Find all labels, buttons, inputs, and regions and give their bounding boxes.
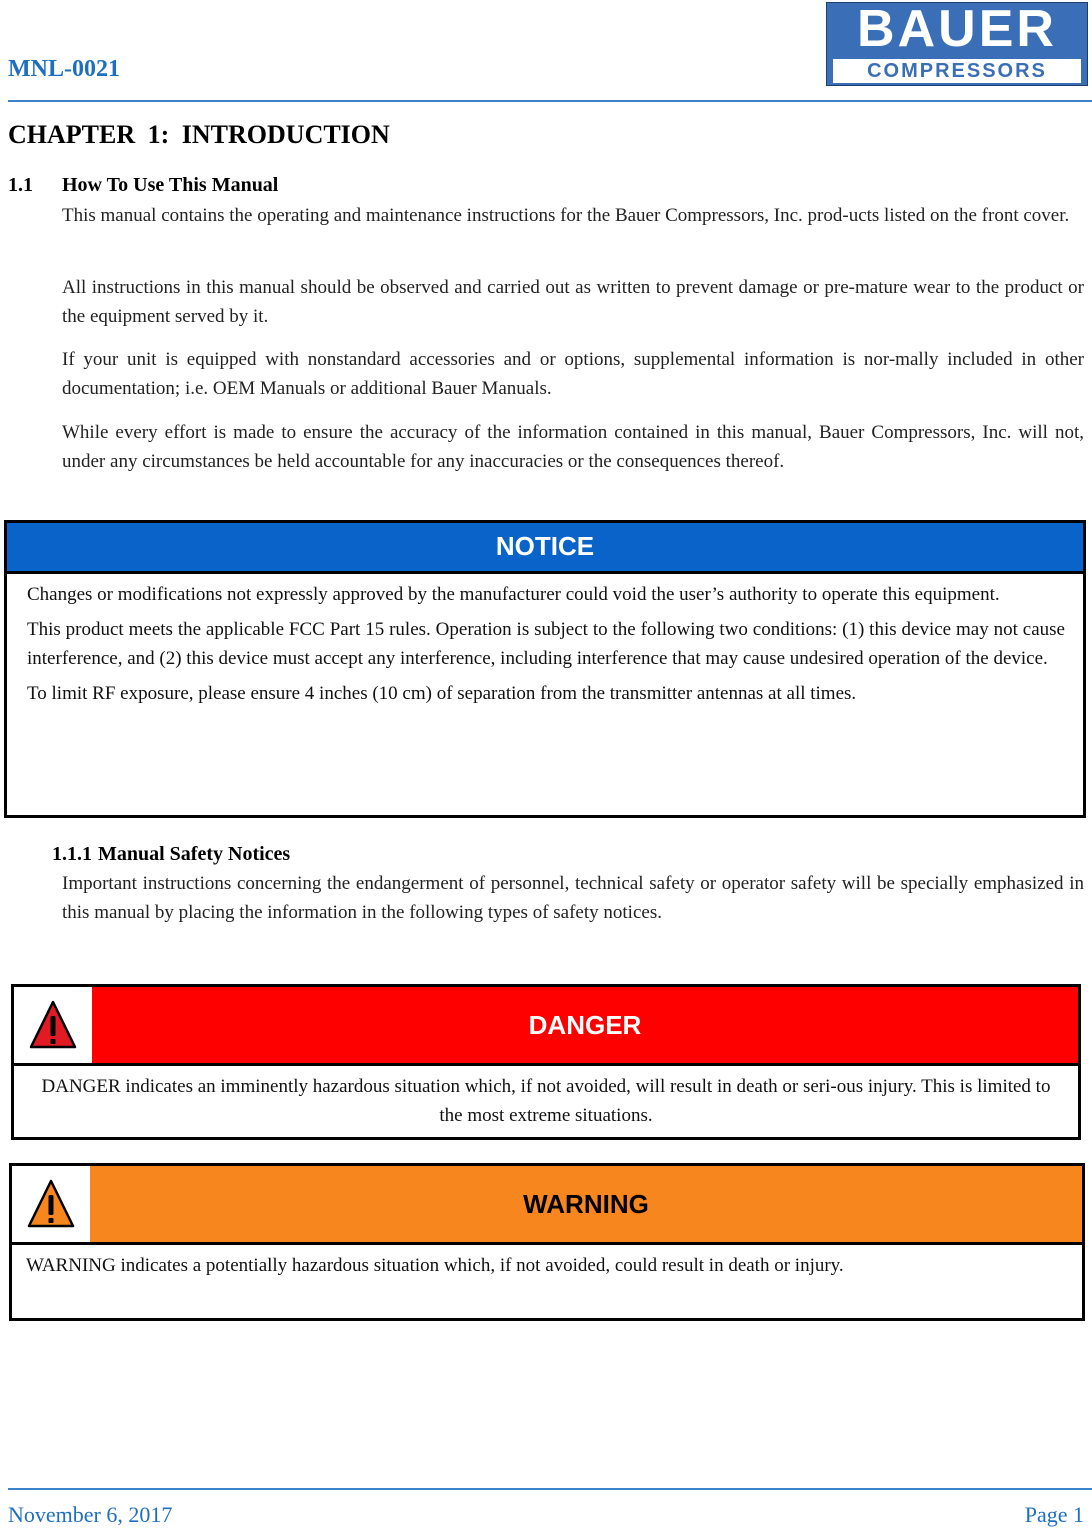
safety-notices-paragraph: Important instructions concerning the endangerment of personnel, technical safety or operator safety will be specially emphasized in this manual by placing the information in the following types of safety notices. bbox=[62, 873, 1084, 923]
intro-paragraph-3: If your unit is equipped with nonstandard accessories and or options, supplemental information is nor-mally included in other documentation; i.e. OEM Manuals or additional Bauer Manuals. bbox=[62, 349, 1084, 399]
bauer-compressors-logo bbox=[826, 2, 1088, 86]
section-number: 1.1 bbox=[8, 174, 33, 196]
intro-paragraph-2: All instructions in this manual should be observed and carried out as written to prevent damage or pre-mature wear to the product or the equipment served by it. bbox=[62, 277, 1084, 327]
notice-paragraph-3: To limit RF exposure, please ensure 4 inches (10 cm) of separation from the transmitter antennas at all times. bbox=[27, 683, 857, 704]
notice-paragraph-2: This product meets the applicable FCC Part 15 rules. Operation is subject to the following two conditions: (1) this device may not cause interference, and (2) this device must accept any interference, including interference that may cause undesired operation of the device. bbox=[27, 619, 1065, 669]
warning-triangle-icon bbox=[14, 987, 92, 1063]
header-divider bbox=[8, 100, 1092, 102]
logo-bottom-text: COMPRESSORS bbox=[833, 59, 1081, 83]
intro-paragraph-4: While every effort is made to ensure the accuracy of the information contained in this manual, Bauer Compressors, Inc. will not, under any circumstances be held accountable for any inaccuracies or the consequences thereof. bbox=[62, 422, 1084, 472]
danger-title: DANGER bbox=[92, 987, 1078, 1063]
danger-box bbox=[11, 984, 1081, 1140]
intro-paragraph-1: This manual contains the operating and maintenance instructions for the Bauer Compressors, Inc. prod-ucts listed on the front cover. bbox=[62, 205, 1070, 226]
document-id: MNL-0021 bbox=[8, 56, 120, 82]
warning-triangle-icon bbox=[12, 1166, 90, 1242]
logo-top-text: BAUER bbox=[857, 0, 1057, 58]
subsection-number: 1.1.1 bbox=[52, 843, 92, 865]
page-number: Page 1 bbox=[1024, 1502, 1084, 1527]
warning-title: WARNING bbox=[90, 1166, 1082, 1242]
subsection-title: Manual Safety Notices bbox=[98, 843, 291, 865]
danger-text: DANGER indicates an imminently hazardous situation which, if not avoided, will result in death or seri-ous injury. This is limited to the most extreme situations. bbox=[41, 1076, 1051, 1126]
notice-box bbox=[4, 520, 1086, 818]
warning-text: WARNING indicates a potentially hazardous situation which, if not avoided, could result in death or injury. bbox=[26, 1255, 844, 1276]
footer-divider bbox=[8, 1488, 1092, 1490]
chapter-title: CHAPTER 1: INTRODUCTION bbox=[8, 120, 390, 149]
footer-date: November 6, 2017 bbox=[8, 1502, 173, 1527]
notice-title: NOTICE bbox=[7, 523, 1083, 574]
warning-box bbox=[9, 1163, 1085, 1321]
notice-paragraph-1: Changes or modifications not expressly approved by the manufacturer could void the user’s authority to operate this equipment. bbox=[27, 584, 1000, 605]
section-title: How To Use This Manual bbox=[62, 174, 279, 196]
